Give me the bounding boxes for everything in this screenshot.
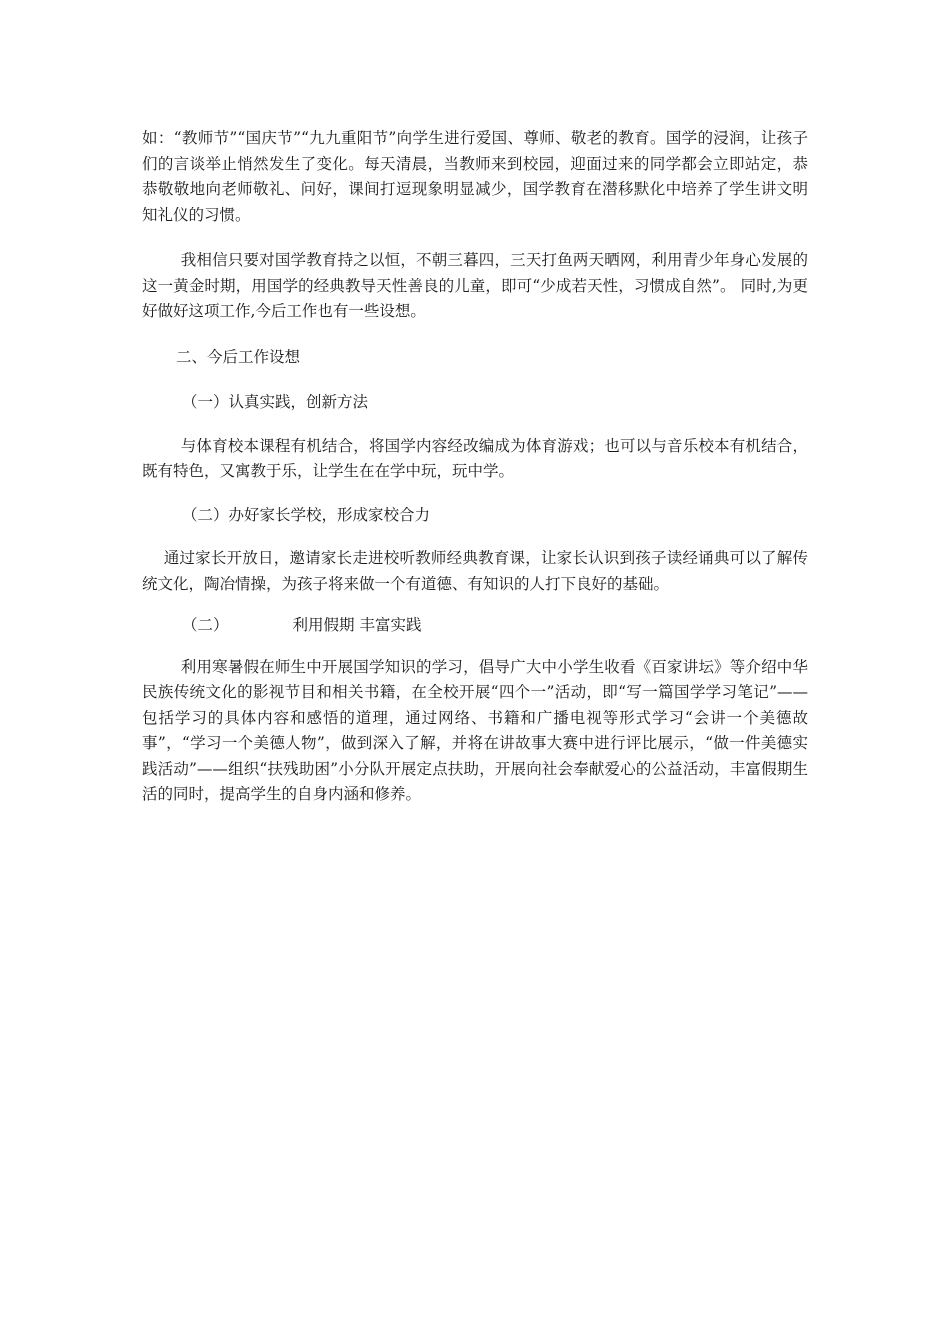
paragraph-holiday-activities: 利用寒暑假在师生中开展国学知识的学习，倡导广大中小学生收看《百家讲坛》等介绍中华民族传统文化的影视节目和相关书籍，在全校开展“四个一”活动，即“写一篇国学学习笔记”——包括学习的具体内容和感悟的道理，通过网络、书籍和广播电视等形式学习“会讲一个美德故事”，“学习一个美德人物”，做到深入了解，并将在讲故事大赛中进行评比展示，“做一件美德实践活动”——组织“扶残助困”小分队开展定点扶助，开展向社会奉献爱心的公益活动，丰富假期生活的同时，提高学生的自身内涵和修养。 bbox=[142, 657, 808, 803]
subheading-holiday-practice bbox=[142, 613, 808, 639]
subheading-number: （二） bbox=[182, 616, 229, 634]
paragraph-parent-open-day: 通过家长开放日，邀请家长走进校听教师经典教育课，让家长认识到孩子读经诵典可以了解传统文化，陶冶情操，为孩子将来做一个有道德、有知识的人打下良好的基础。 bbox=[142, 549, 808, 593]
paragraph-pe-music-integration: 与体育校本课程有机结合，将国学内容经改编成为体育游戏；也可以与音乐校本有机结合，既有特色，又寓教于乐，让学生在在学中玩，玩中学。 bbox=[142, 436, 808, 480]
paragraph-persistence: 我相信只要对国学教育持之以恒，不朝三暮四，三天打鱼两天晒网，利用青少年身心发展的这一黄金时期，用国学的经典教导天性善良的儿童，即可“少成若天性，习惯成自然”。 同时,为更好做好这项工作,今后工作也有一些设想。 bbox=[142, 251, 808, 320]
document-page bbox=[142, 126, 808, 808]
subheading-practice-innovation: （一）认真实践，创新方法 bbox=[182, 393, 369, 411]
subheading-title: 利用假期 丰富实践 bbox=[292, 616, 422, 634]
paragraph-patriotic-education: 如：“教师节”“国庆节”“九九重阳节”向学生进行爱国、尊师、敬老的教育。国学的浸润，让孩子们的言谈举止悄然发生了变化。每天清晨，当教师来到校园，迎面过来的同学都会立即站定，恭恭敬敬地向老师敬礼、问好，课间打逗现象明显减少，国学教育在潜移默化中培养了学生讲文明知礼仪的习惯。 bbox=[142, 129, 808, 224]
subheading-parent-school: （二）办好家长学校，形成家校合力 bbox=[182, 505, 431, 524]
section-heading-future-plans: 二、今后工作设想 bbox=[176, 347, 301, 366]
